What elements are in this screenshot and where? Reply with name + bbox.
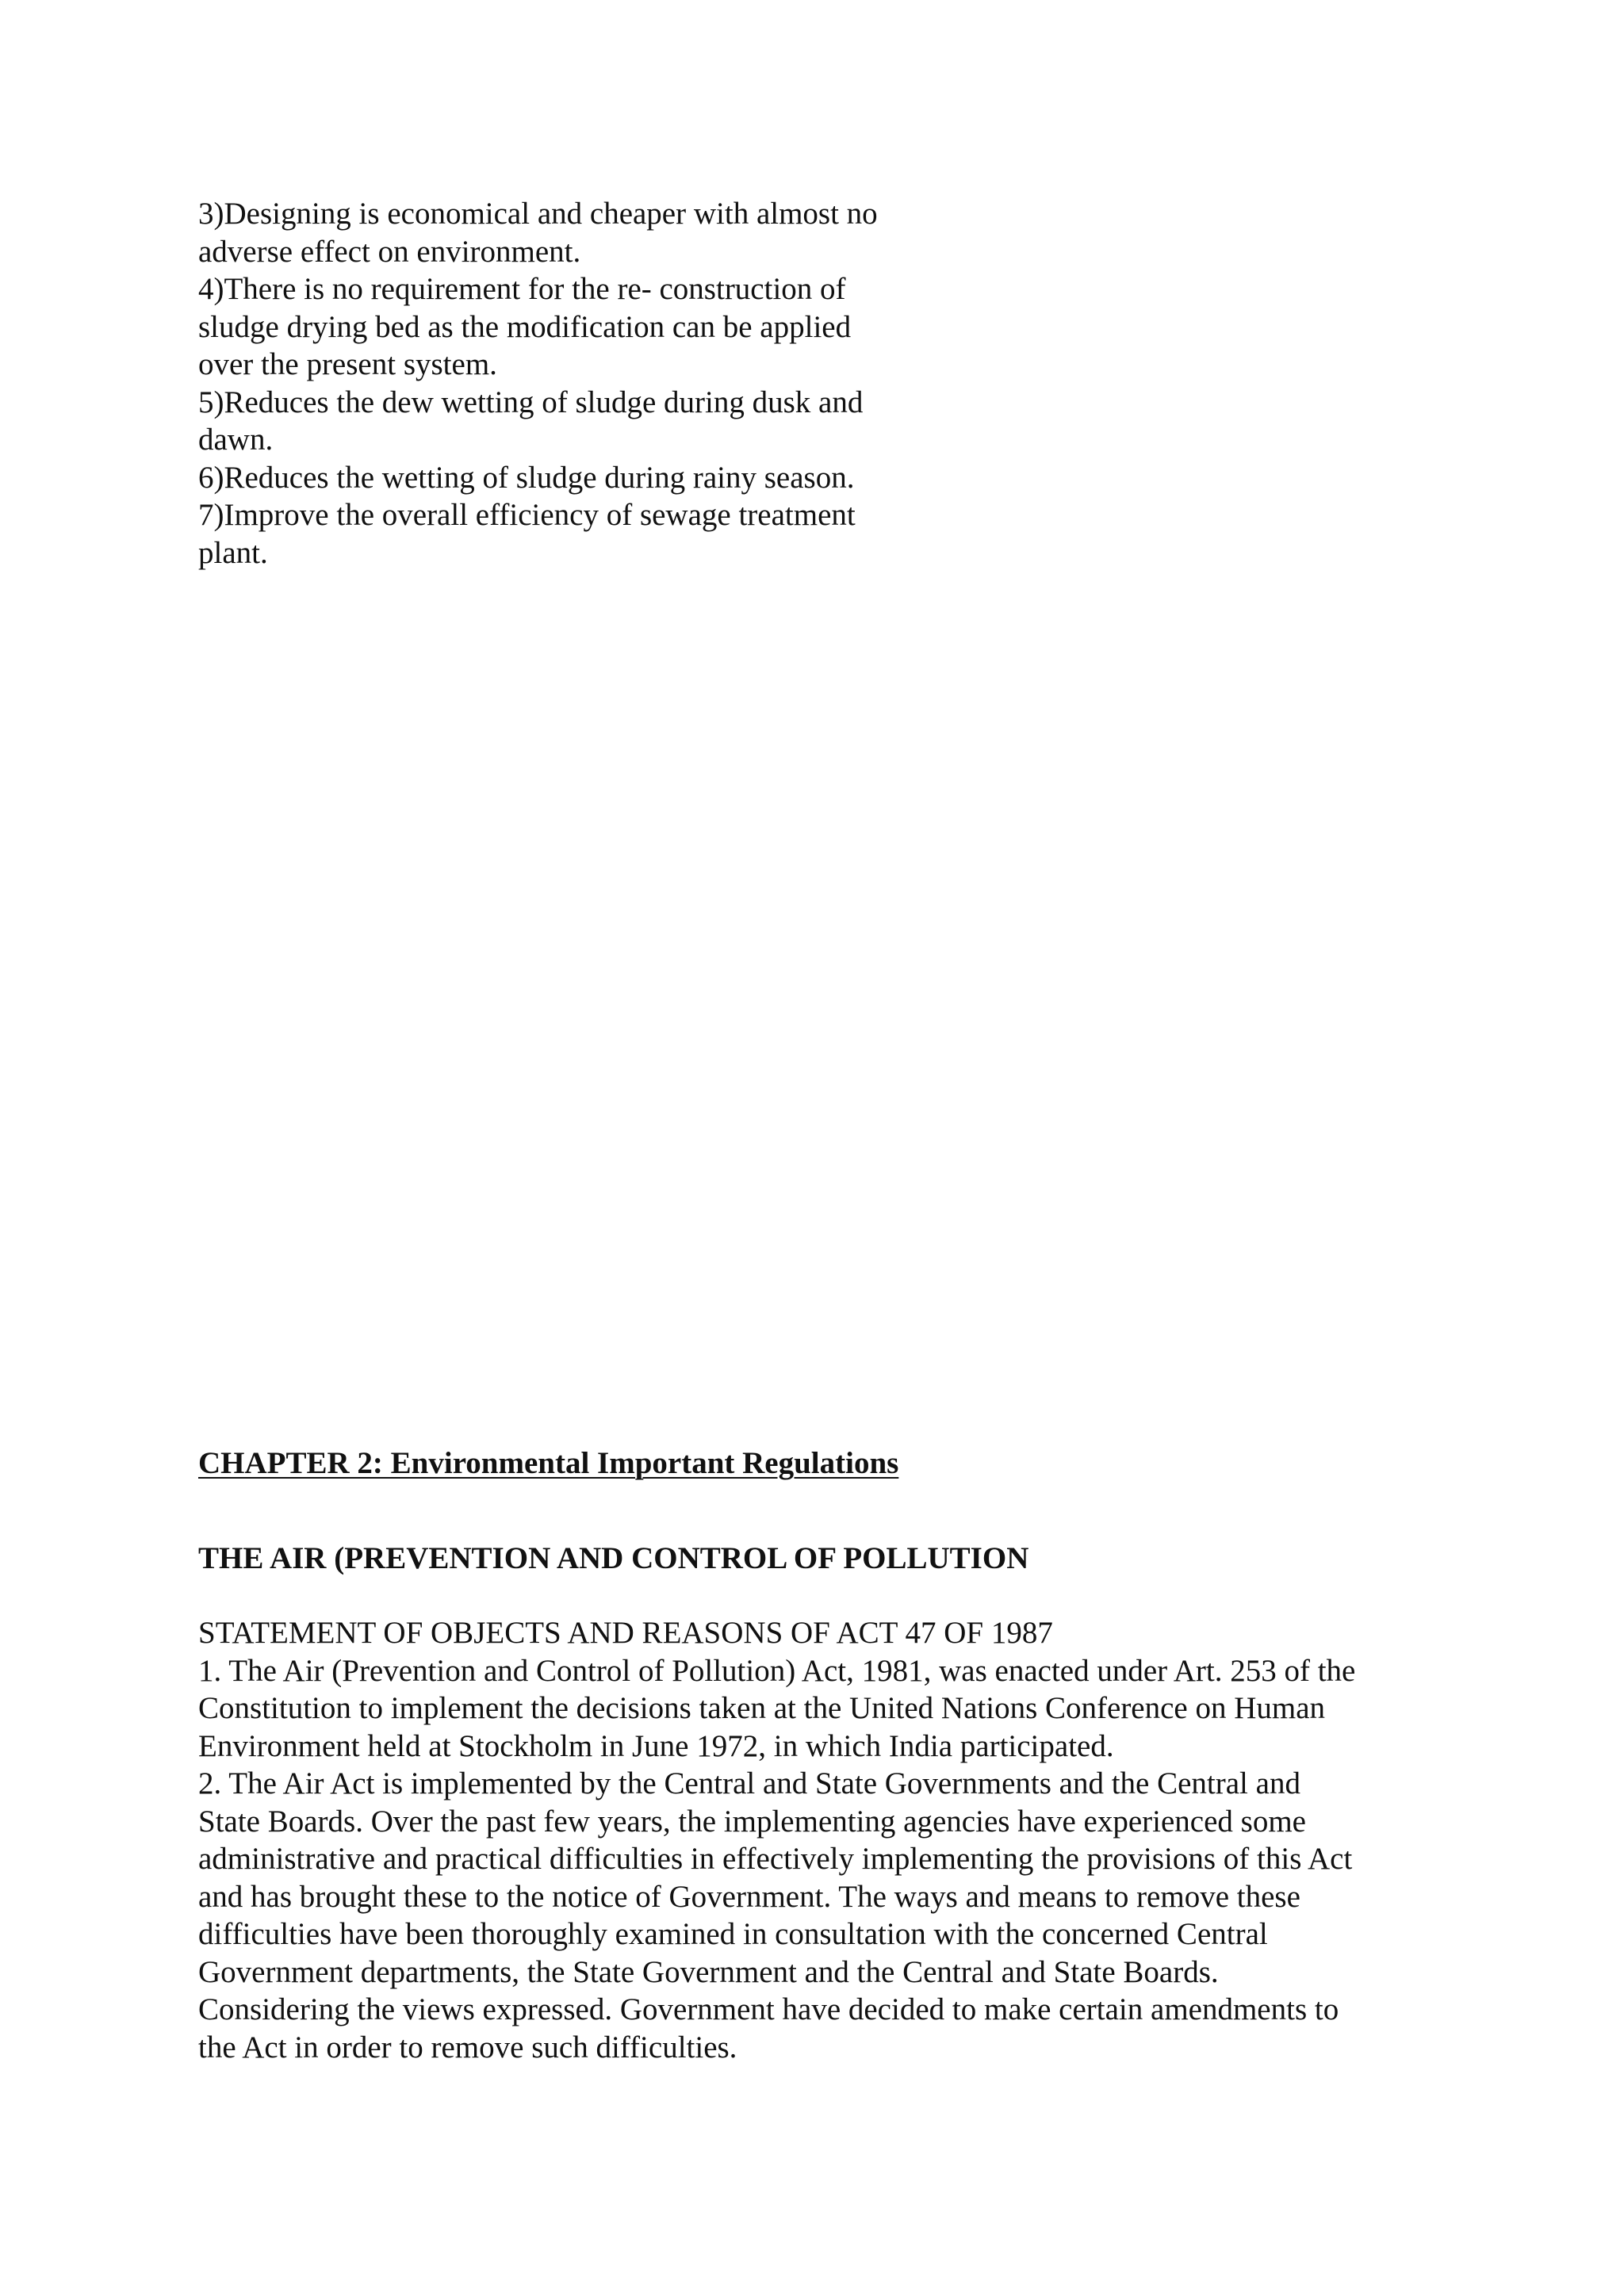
- paragraph-line: Constitution to implement the decisions taken at the United Nations Conference on Human: [198, 1691, 1326, 1725]
- advantages-list: [198, 195, 991, 572]
- paragraph-line: State Boards. Over the past few years, the implementing agencies have experienced some: [198, 1804, 1306, 1839]
- list-item-line: 3)Designing is economical and cheaper with almost no: [198, 197, 878, 231]
- list-item-line: plant.: [198, 535, 268, 570]
- paragraph-line: Considering the views expressed. Government have decided to make certain amendments to: [198, 1992, 1339, 2026]
- statement-section: [198, 1614, 1435, 2066]
- list-item-5: [198, 384, 991, 459]
- list-item-line: 5)Reduces the dew wetting of sludge during dusk and: [198, 385, 864, 419]
- list-item-line: 6)Reduces the wetting of sludge during rainy season.: [198, 460, 855, 495]
- list-item-6: [198, 459, 991, 497]
- statement-title: STATEMENT OF OBJECTS AND REASONS OF ACT 47 OF 1987: [198, 1616, 1053, 1650]
- statement-paragraph-1: [198, 1652, 1435, 1766]
- list-item-line: dawn.: [198, 423, 274, 457]
- paragraph-line: the Act in order to remove such difficulties.: [198, 2030, 737, 2064]
- paragraph-line: and has brought these to the notice of Government. The ways and means to remove these: [198, 1879, 1300, 1914]
- list-item-line: sludge drying bed as the modification can be applied: [198, 309, 852, 344]
- act-heading: THE AIR (PREVENTION AND CONTROL OF POLLUTION: [198, 1541, 1029, 1575]
- paragraph-line: Government departments, the State Government and the Central and State Boards.: [198, 1954, 1219, 1989]
- list-item-line: 7)Improve the overall efficiency of sewage treatment: [198, 498, 856, 532]
- list-item-line: 4)There is no requirement for the re- construction of: [198, 272, 846, 306]
- paragraph-line: 2. The Air Act is implemented by the Central and State Governments and the Central and: [198, 1766, 1300, 1800]
- list-item-7: [198, 496, 991, 572]
- list-item-line: adverse effect on environment.: [198, 234, 581, 269]
- list-item-4: [198, 270, 991, 384]
- list-item-3: [198, 195, 991, 270]
- paragraph-line: difficulties have been thoroughly examined in consultation with the concerned Central: [198, 1917, 1268, 1951]
- paragraph-line: 1. The Air (Prevention and Control of Pollution) Act, 1981, was enacted under Art. 253 of the: [198, 1653, 1356, 1688]
- paragraph-line: Environment held at Stockholm in June 1972, in which India participated.: [198, 1728, 1114, 1763]
- list-item-line: over the present system.: [198, 347, 497, 381]
- statement-paragraph-2: [198, 1765, 1435, 2066]
- paragraph-line: administrative and practical difficulties in effectively implementing the provisions of this Act: [198, 1842, 1353, 1876]
- chapter-heading: CHAPTER 2: Environmental Important Regulations: [198, 1446, 899, 1480]
